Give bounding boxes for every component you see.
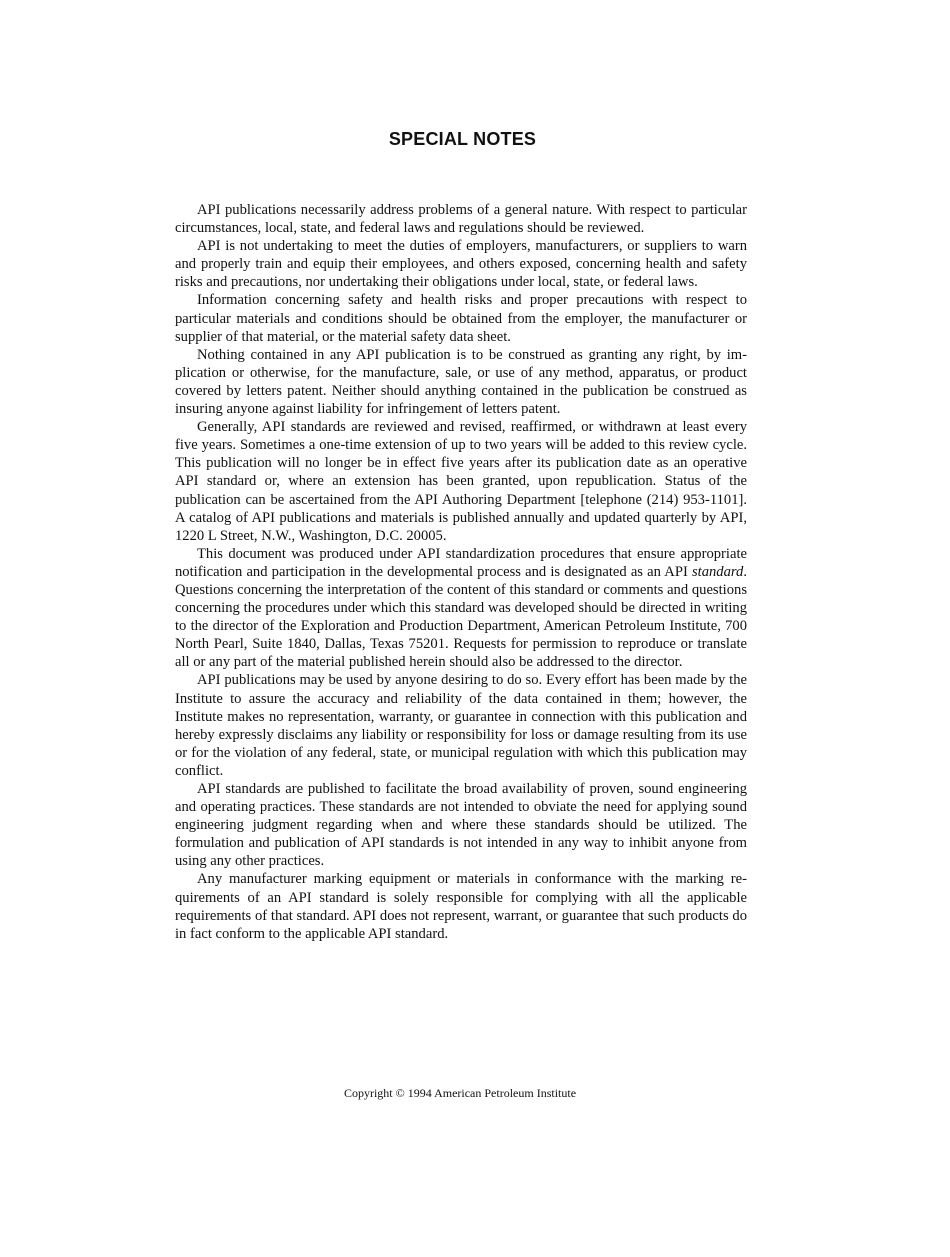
standard-text-before: This document was produced under API standardization procedures that ensure appropriate notification and participation in the developmental process and is designated as an API xyxy=(175,545,747,580)
paragraph-manufacturer-marking: Any manufacturer marking equipment or materials in conformance with the marking requirements of an API standard is solely responsible for complying with all the applicable requirements of that standard. API does not represent, warrant, or guarantee that such products do in fact conform to the applicable API standard. xyxy=(175,871,747,942)
paragraph-standardization-procedures xyxy=(175,545,747,672)
standard-text-after: . Questions concerning the interpretation of the content of this standard or comments and questions concerning the procedures under which this standard was developed should be directed in writing to the director of the Exploration and Production Department, American Petroleum Institute, 700 North Pearl, Suite 1840, Dallas, Texas 75201. Requests for permission to reproduce or translate all or any part of the material published herein should also be addressed to the director. xyxy=(175,563,747,671)
paragraph-liability-disclaimer: API publications may be used by anyone desiring to do so. Every effort has been made by the Institute to assure the accuracy and reliability of the data contained in them; however, the Institute makes no representation, warranty, or guarantee in connection with this publication and hereby expressly disclaims any liability or responsibility for loss or damage resulting from its use or for the violation of any federal, state, or municipal regulation with which this publication may conflict. xyxy=(175,672,747,779)
page-title: SPECIAL NOTES xyxy=(388,129,537,149)
copyright-notice: Copyright © 1994 American Petroleum Institute xyxy=(343,1086,577,1100)
paragraph-general-nature: API publications necessarily address problems of a general nature. With respect to particular circumstances, local, state, and federal laws and regulations should be reviewed. xyxy=(175,202,747,237)
special-notes-body xyxy=(175,201,747,943)
paragraph-patent-rights: Nothing contained in any API publication is to be construed as granting any right, by implication or otherwise, for the manufacture, sale, or use of any method, apparatus, or product covered by letters patent. Neither should anything contained in the publication be construed as insuring anyone against liability for infringement of letters patent. xyxy=(175,346,747,418)
paragraph-engineering-practices: API standards are published to facilitate the broad availability of proven, sound engineering and operating practices. These standards are not intended to obviate the need for applying sound engineering judgment regarding when and where these standards should be utilized. The formulation and publication of API standards is not intended in any way to inhibit anyone from using any other practices. xyxy=(175,781,747,870)
paragraph-review-cycle: Generally, API standards are reviewed and revised, reaffirmed, or withdrawn at least every five years. Sometimes a one-time extension of up to two years will be added to this review cycle. This publication will no longer be in effect five years after its publication date as an operative API standard or, where an extension has been granted, upon republication. Status of the publication can be ascertained from the API Authoring Department [telephone (214) 953-1101]. A catalog of API publications and materials is published annually and updated quarterly by API, 1220 L Street, N.W., Washington, D.C. 20005. xyxy=(175,419,747,544)
paragraph-employer-duties: API is not undertaking to meet the duties of employers, manufacturers, or suppliers to warn and properly train and equip their employees, and others exposed, concerning health and safety risks and precautions, nor undertaking their obligations under local, state, or federal laws. xyxy=(175,238,747,291)
standard-text-emphasis: standard xyxy=(691,563,744,580)
paragraph-safety-information: Information concerning safety and health risks and proper precautions with respect to particular materials and conditions should be obtained from the employer, the manufacturer or supplier of that material, or the material safety data sheet. xyxy=(175,292,747,345)
